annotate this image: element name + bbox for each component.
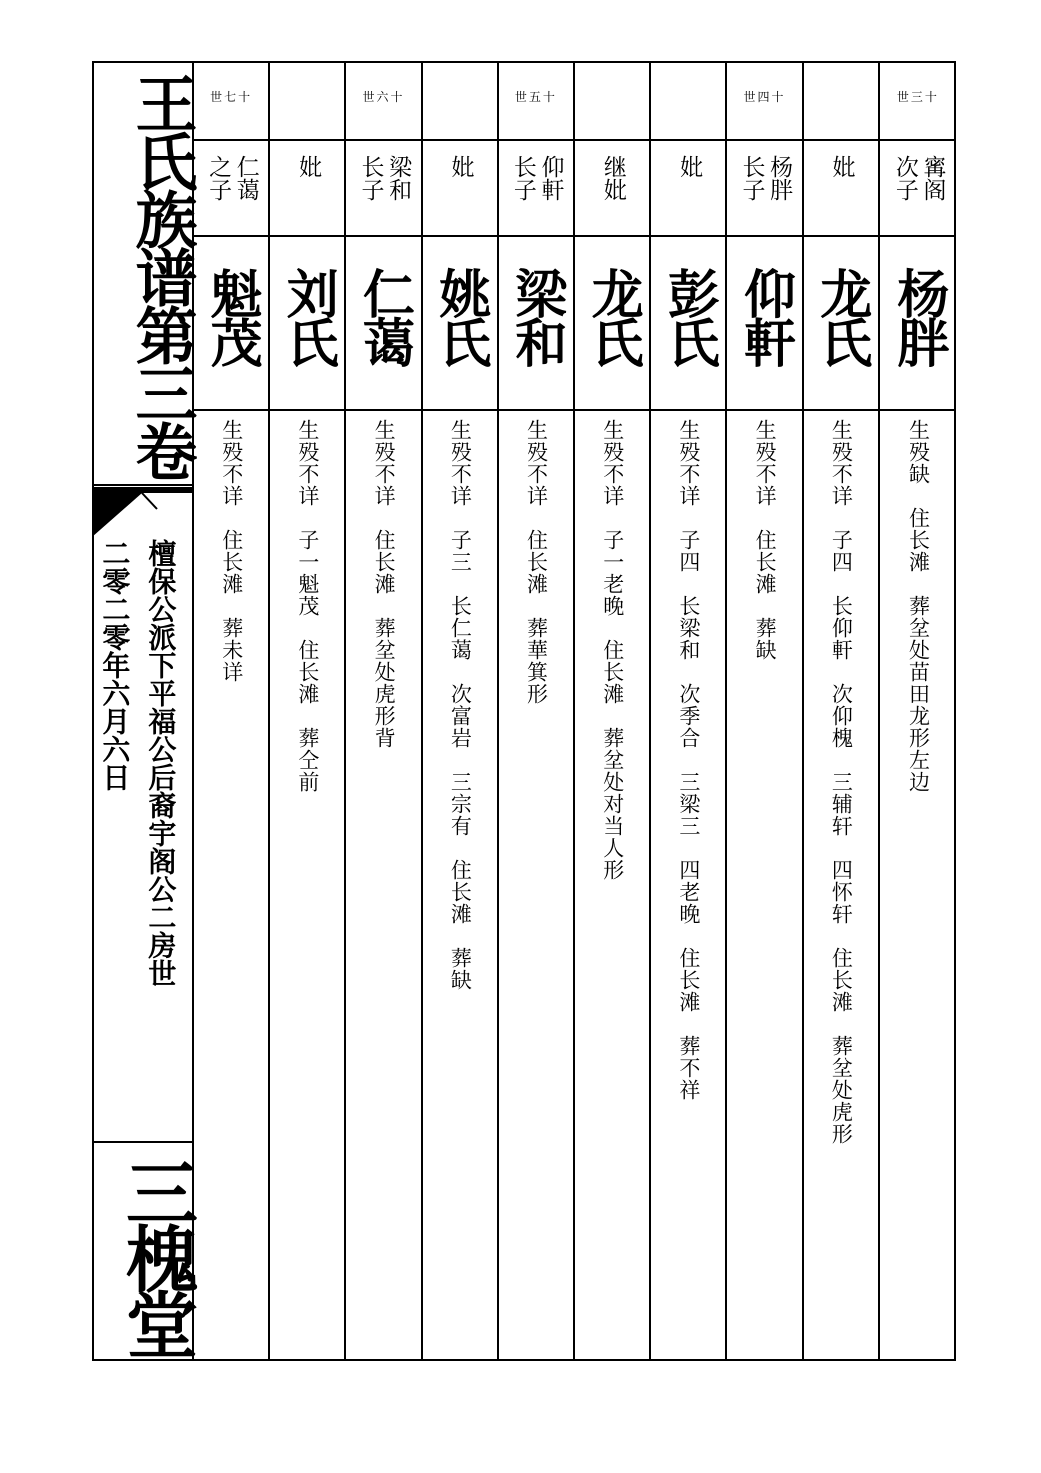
genealogy-column: [880, 61, 956, 1361]
generation-label: 世五十: [514, 90, 557, 104]
generation-label: 世四十: [743, 90, 786, 104]
person-name: 刘氏: [277, 267, 339, 365]
person-name: 彭氏: [658, 267, 720, 365]
genealogy-column: [804, 61, 880, 1361]
genealogy-column: [194, 61, 270, 1361]
compile-date: 二零二零年六月六日: [98, 539, 132, 791]
biography-text: 生殁不详 住长滩 葬坌处虎形背: [372, 419, 397, 749]
generation-label: 世六十: [362, 90, 405, 104]
branch-subtitle: 檀保公派下平福公后裔宇阁公二房世: [144, 539, 178, 987]
biography-text: 生殁不详 子四 长梁和 次季合 三梁三 四老晚 住长滩 葬不祥: [676, 419, 701, 1101]
person-name: 仁蔼: [353, 267, 415, 365]
relation-label: 妣: [676, 155, 703, 178]
genealogy-column: [575, 61, 651, 1361]
genealogy-column: [499, 61, 575, 1361]
person-name: 魁茂: [201, 267, 263, 365]
genealogy-column: [346, 61, 422, 1361]
hall-divider: [92, 1141, 192, 1143]
biography-text: 生殁不详 子一魁茂 住长滩 葬仝前: [295, 419, 320, 793]
person-name: 仰軒: [734, 267, 796, 365]
biography-text: 生殁缺 住长滩 葬坌处苗田龙形左边: [906, 419, 931, 793]
person-name: 龙氏: [582, 267, 644, 365]
person-name: 龙氏: [810, 267, 872, 365]
biography-text: 生殁不详 住长滩 葬華箕形: [524, 419, 549, 705]
relation-label: 杨胖长子: [738, 155, 793, 201]
genealogy-column: [423, 61, 499, 1361]
relation-label: 继妣: [599, 155, 626, 201]
biography-text: 生殁不详 子三 长仁蔼 次富岩 三宗有 住长滩 葬缺: [448, 419, 473, 991]
person-name: 梁和: [505, 267, 567, 365]
relation-label: 寗阁次子: [891, 155, 946, 201]
person-name: 姚氏: [429, 267, 491, 365]
relation-label: 仁蔼之子: [205, 155, 259, 201]
biography-text: 生殁不详 住长滩 葬未详: [219, 419, 244, 683]
person-name: 杨胖: [887, 267, 949, 365]
title-column: [92, 61, 199, 1361]
genealogy-column: [651, 61, 727, 1361]
book-title: 王氏族谱第三卷: [125, 71, 198, 478]
generation-label: 世七十: [210, 90, 253, 104]
biography-text: 生殁不详 住长滩 葬缺: [753, 419, 778, 661]
biography-text: 生殁不详 子一老晚 住长滩 葬坌处对当人形: [600, 419, 625, 881]
generation-label: 世三十: [896, 90, 939, 104]
genealogy-column: [270, 61, 346, 1361]
hall-name: 三槐堂: [114, 1156, 199, 1354]
relation-label: 妣: [828, 155, 855, 178]
biography-text: 生殁不详 子四 长仰軒 次仰槐 三辅轩 四怀轩 住长滩 葬坌处虎形: [829, 419, 854, 1145]
relation-label: 仰軒长子: [509, 155, 564, 201]
relation-label: 妣: [447, 155, 474, 178]
genealogy-column: [727, 61, 803, 1361]
title-divider: [92, 484, 192, 486]
relation-label: 妣: [295, 155, 322, 178]
relation-label: 梁和长子: [357, 155, 412, 201]
